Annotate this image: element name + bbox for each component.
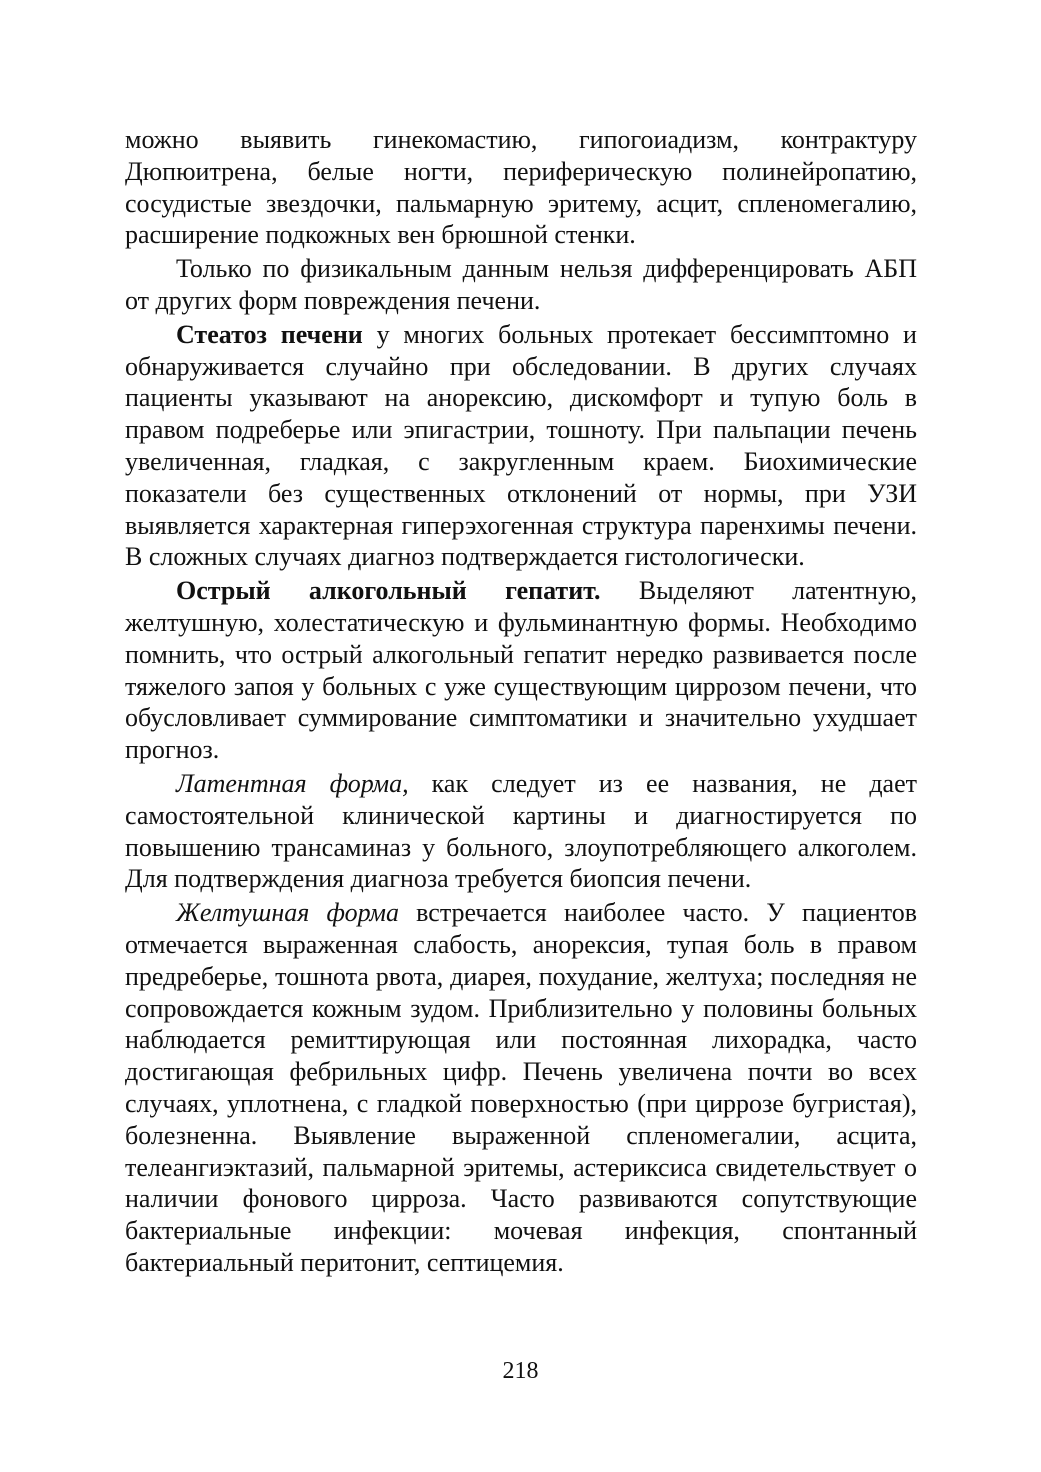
page-body — [125, 124, 917, 1279]
paragraph-physical-data — [125, 253, 917, 317]
paragraph-text: Выделяют латентную, желтушную, холестатическую и фульминантную формы. Необходимо помнить, что острый алкогольный гепатит нередко развивается после тяжелого запоя у больных с уже существующим циррозом печени, что обусловливает суммирование симптоматики и значительно ухудшает прогноз. — [125, 576, 917, 765]
page-number: 218 — [502, 1358, 539, 1384]
section-lead-acute-hepatitis: Острый алкогольный гепатит. — [176, 576, 601, 606]
paragraph-text: Только по физикальным данным нельзя дифференцировать АБП от других форм повреждения печени. — [125, 254, 917, 315]
paragraph-text: как следует из ее названия, не дает самостоятельной клинической картины и диагностируется по повышению трансаминаз у больного, злоупотребляющего алкоголем. Для подтверждения диагноза требуется биопсия печени. — [125, 768, 917, 894]
paragraph-acute-alcoholic-hepatitis — [125, 575, 917, 766]
paragraph-icteric-form — [125, 897, 917, 1279]
section-lead-latent-form: Латентная форма, — [176, 768, 409, 798]
section-lead-steatosis: Стеатоз печени — [176, 319, 363, 349]
paragraph-steatosis — [125, 319, 917, 573]
paragraph-text: можно выявить гинекомастию, гипогоиадизм, контрактуру Дюпюитрена, белые ногти, периферическую полинейропатию, сосудистые звездочки, пальмарную эритему, асцит, спленомегалию, расширение подкожных вен брюшной стенки. — [125, 125, 917, 250]
paragraph-latent-form — [125, 768, 917, 895]
paragraph-text: у многих больных протекает бессимптомно и обнаруживается случайно при обследовании. В других случаях пациенты указывают на анорексию, дискомфорт и тупую боль в правом подреберье или эпигастрии, тошноту. При пальпации печень увеличенная, гладкая, с закругленным краем. Биохимические показатели без существенных отклонений от нормы, при УЗИ выявляется характерная гиперэхогенная структура паренхимы печени. В сложных случаях диагноз подтверждается гистологически. — [125, 319, 917, 572]
section-lead-icteric-form: Желтушная форма — [176, 898, 399, 928]
paragraph-symptoms-continued — [125, 124, 917, 251]
paragraph-text: встречается наиболее часто. У пациентов отмечается выраженная слабость, анорексия, тупая боль в правом предреберье, тошнота рвота, диарея, похудание, желтуха; последняя не сопровождается кожным зудом. Приблизительно у половины больных наблюдается ремиттирующая или постоянная лихорадка, часто достигающая фебрильных цифр. Печень увеличена почти во всех случаях, уплотнена, с гладкой поверхностью (при циррозе бугристая), болезненна. Выявление выраженной спленомегалии, асцита, телеангиэктазий, пальмарной эритемы, астериксиса свидетельствует о наличии фонового цирроза. Часто развиваются сопутствующие бактериальные инфекции: мочевая инфекция, спонтанный бактериальный перитонит, септицемия. — [125, 898, 917, 1277]
